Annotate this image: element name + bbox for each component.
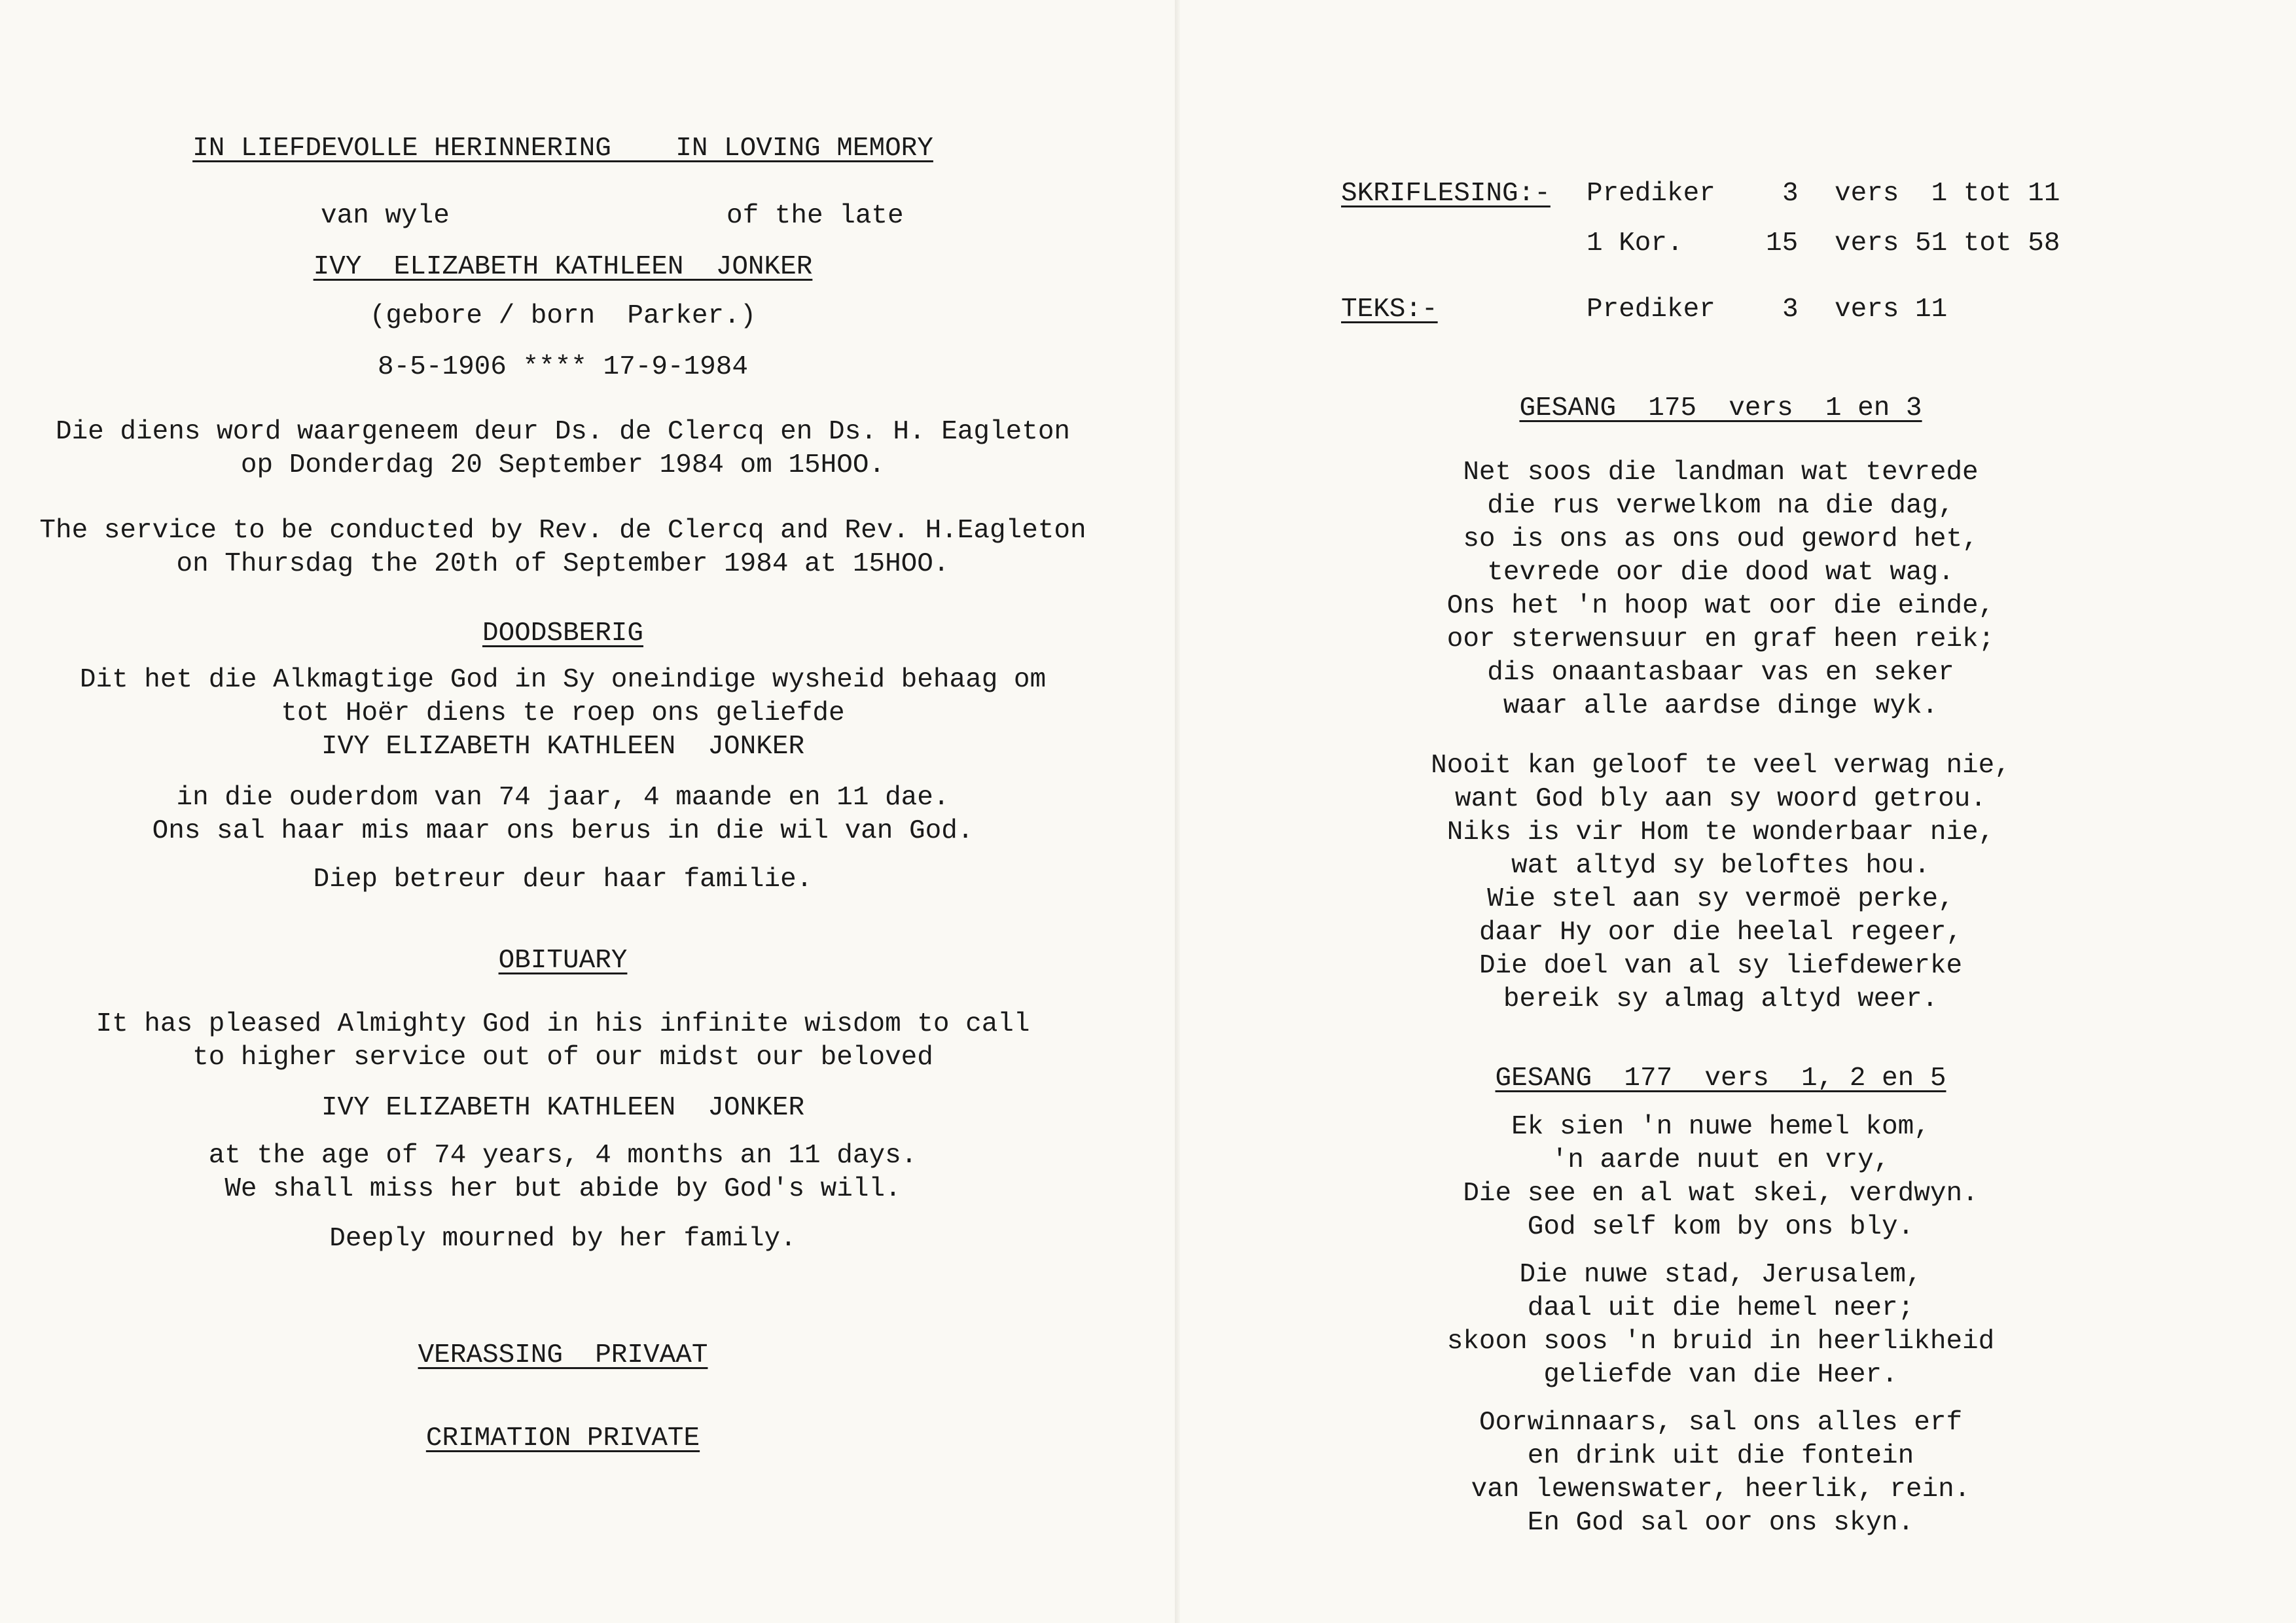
text-line: tot Hoër diens te roep ons geliefde [281, 698, 845, 728]
doodsberig-title: DOODSBERIG [482, 618, 644, 649]
text-line: IVY ELIZABETH KATHLEEN JONKER [321, 732, 805, 762]
verse-line: geliefde van die Heer. [1543, 1360, 1898, 1390]
text-line: Ons sal haar mis maar ons berus in die wil van God. [152, 816, 974, 846]
text-line: It has pleased Almighty God in his infinite wisdom to call [96, 1009, 1030, 1039]
page-fold [1175, 0, 1180, 1623]
verse-line: oor sterwensuur en graf heen reik; [1446, 624, 1995, 654]
verse-line: so is ons as ons oud geword het, [1463, 524, 1979, 554]
verse-line: Niks is vir Hom te wonderbaar nie, [1446, 817, 1995, 847]
verse-line: van lewenswater, heerlik, rein. [1471, 1474, 1971, 1505]
mourned-line: Deeply mourned by her family. [329, 1224, 797, 1254]
obituary-text [0, 1008, 1126, 1075]
verse-line: Ek sien 'n nuwe hemel kom, [1511, 1112, 1930, 1142]
verse-line: Nooit kan geloof te veel verwag nie, [1431, 751, 2011, 781]
verse-line: daar Hy oor die heelal regeer, [1479, 918, 1963, 948]
van-wyle-label: van wyle [321, 201, 450, 231]
hymn-177-title: GESANG 177 vers 1, 2 en 5 [1495, 1063, 1946, 1094]
teks-book: Prediker [1587, 294, 1715, 325]
betreur-line: Diep betreur deur haar familie. [313, 865, 813, 895]
skriflesing-label: SKRIFLESING:- [1341, 179, 1551, 209]
verse-line: Wie stel aan sy vermoë perke, [1487, 884, 1954, 914]
service-details-afrikaans [0, 416, 1126, 482]
hymn-177-stanza-2 [1180, 1258, 2261, 1392]
deceased-name-english: IVY ELIZABETH KATHLEEN JONKER [321, 1093, 805, 1123]
reading-book: 1 Kor. [1587, 228, 1683, 259]
crimation-private: CRIMATION PRIVATE [425, 1423, 700, 1454]
text-line: The service to be conducted by Rev. de Clercq and Rev. H.Eagleton [39, 516, 1086, 546]
verse-line: Oorwinnaars, sal ons alles erf [1479, 1408, 1963, 1438]
text-line: op Donderdag 20 September 1984 om 15HOO. [240, 450, 886, 480]
maiden-name: (gebore / born Parker.) [369, 301, 757, 331]
verse-line: skoon soos 'n bruid in heerlikheid [1446, 1327, 1995, 1357]
reading-verses: vers 51 tot 58 [1835, 228, 2060, 259]
text-line: We shall miss her but abide by God's will. [224, 1174, 901, 1204]
doodsberig-text [0, 664, 1126, 764]
text-line: at the age of 74 years, 4 months an 11 days. [208, 1141, 918, 1171]
text-line: on Thursdag the 20th of September 1984 at 15HOO. [176, 549, 950, 579]
verse-line: want God bly aan sy woord getrou. [1455, 784, 1986, 814]
service-details-english [0, 514, 1126, 581]
reading-verses: vers 1 tot 11 [1835, 179, 2060, 209]
text-line: to higher service out of our midst our beloved [192, 1043, 933, 1073]
verse-line: Die doel van al sy liefdewerke [1479, 951, 1963, 981]
teks-label: TEKS:- [1341, 294, 1438, 325]
reading-chapter: 15 [1766, 228, 1799, 259]
text-line: in die ouderdom van 74 jaar, 4 maande en 11 dae. [176, 783, 950, 813]
teks-chapter: 3 [1782, 294, 1799, 325]
hymn-177-stanza-3 [1180, 1406, 2261, 1540]
reading-chapter: 3 [1782, 179, 1799, 209]
teks-verses: vers 11 [1835, 294, 1948, 325]
verse-line: Die see en al wat skei, verdwyn. [1463, 1179, 1979, 1209]
text-line: Die diens word waargeneem deur Ds. de Clercq en Ds. H. Eagleton [55, 417, 1071, 447]
verse-line: en drink uit die fontein [1527, 1441, 1914, 1471]
verassing-privaat: VERASSING PRIVAAT [418, 1340, 708, 1370]
verse-line: daal uit die hemel neer; [1527, 1293, 1914, 1323]
hymn-175-stanza-1 [1180, 456, 2261, 723]
verse-line: Net soos die landman wat tevrede [1463, 457, 1979, 488]
verse-line: 'n aarde nuut en vry, [1551, 1145, 1890, 1175]
deceased-name-heading: IVY ELIZABETH KATHLEEN JONKER [313, 252, 813, 282]
verse-line: wat altyd sy beloftes hou. [1511, 851, 1930, 881]
verse-line: die rus verwelkom na die dag, [1487, 491, 1954, 521]
verse-line: tevrede oor die dood wat wag. [1487, 558, 1954, 588]
verse-line: Ons het 'n hoop wat oor die einde, [1446, 591, 1995, 621]
of-the-late-label: of the late [726, 201, 904, 231]
verse-line: God self kom by ons bly. [1527, 1212, 1914, 1242]
hymn-175-stanza-2 [1180, 749, 2261, 1016]
text-line: Dit het die Alkmagtige God in Sy oneindige wysheid behaag om [79, 665, 1047, 695]
hymn-175-title: GESANG 175 vers 1 en 3 [1519, 393, 1922, 423]
verse-line: dis onaantasbaar vas en seker [1487, 658, 1954, 688]
verse-line: bereik sy almag altyd weer. [1503, 984, 1939, 1014]
obituary-title: OBITUARY [498, 946, 628, 976]
age-english [0, 1139, 1126, 1206]
verse-line: En God sal oor ons skyn. [1527, 1508, 1914, 1538]
age-afrikaans [0, 781, 1126, 848]
life-dates: 8-5-1906 **** 17-9-1984 [378, 352, 748, 382]
verse-line: waar alle aardse dinge wyk. [1503, 691, 1939, 721]
verse-line: Die nuwe stad, Jerusalem, [1519, 1260, 1922, 1290]
hymn-177-stanza-1 [1180, 1111, 2261, 1244]
right-page [1180, 0, 2296, 1623]
memorial-heading: IN LIEFDEVOLLE HERINNERING IN LOVING MEMORY [192, 134, 933, 164]
reading-book: Prediker [1587, 179, 1715, 209]
